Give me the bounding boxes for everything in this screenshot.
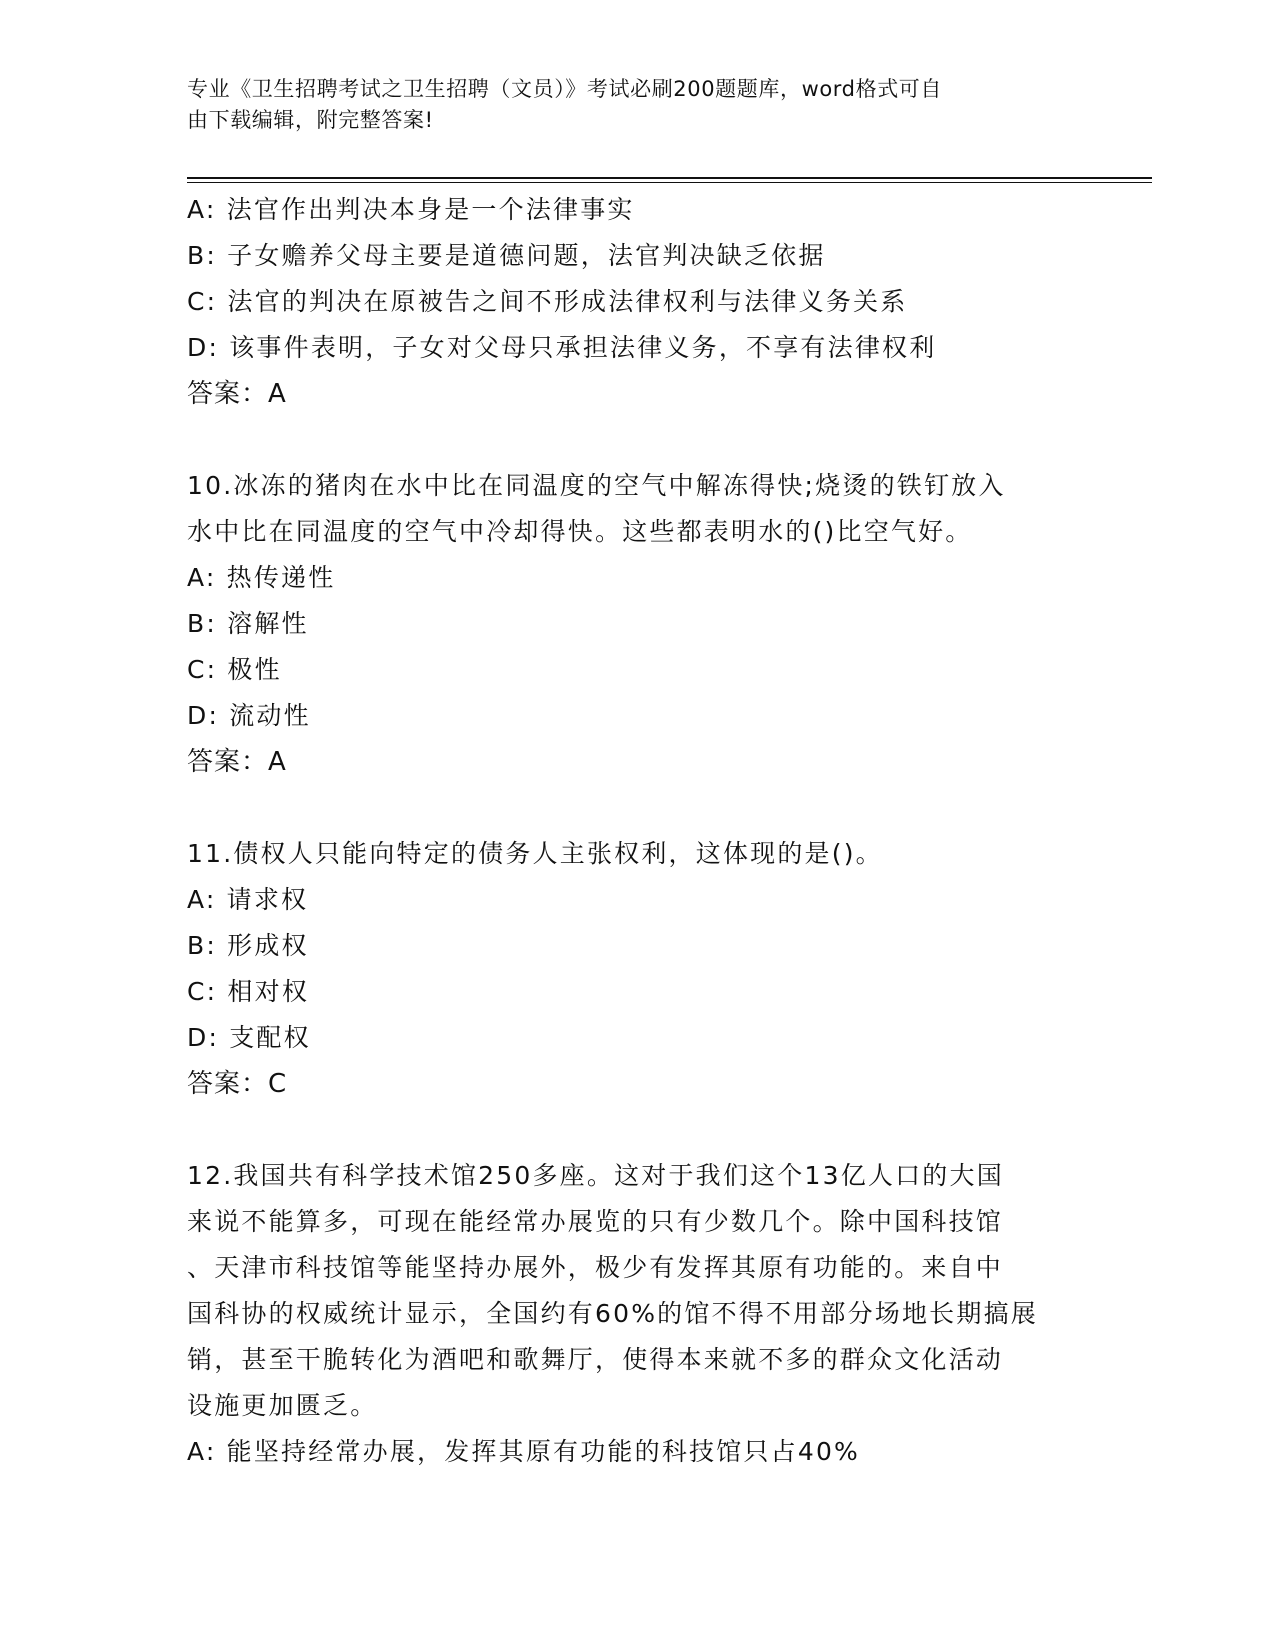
option-b: B: 子女赡养父母主要是道德问题，法官判决缺乏依据 bbox=[187, 241, 826, 270]
answer-line: 答案：C bbox=[187, 1069, 288, 1099]
answer-line: 答案：A bbox=[187, 747, 287, 777]
question-content bbox=[187, 187, 1087, 1475]
question-stem-line: 10.冰冻的猪肉在水中比在同温度的空气中解冻得快;烧烫的铁钉放入 bbox=[187, 471, 1006, 500]
option-a: A: 请求权 bbox=[187, 885, 309, 914]
option-c: C: 相对权 bbox=[187, 977, 310, 1006]
spacer bbox=[187, 785, 1087, 831]
answer-line: 答案：A bbox=[187, 379, 287, 409]
question-12 bbox=[187, 1153, 1087, 1475]
header-line-1: 专业《卫生招聘考试之卫生招聘（文员）》考试必刷200题题库，word格式可自 bbox=[187, 77, 942, 101]
option-c: C: 法官的判决在原被告之间不形成法律权利与法律义务关系 bbox=[187, 287, 908, 316]
option-b: B: 溶解性 bbox=[187, 609, 309, 638]
option-a: A: 法官作出判决本身是一个法律事实 bbox=[187, 195, 635, 224]
option-d: D: 支配权 bbox=[187, 1023, 311, 1052]
option-c: C: 极性 bbox=[187, 655, 282, 684]
header-divider-thin bbox=[187, 182, 1152, 183]
question-stem-line: 、天津市科技馆等能坚持办展外，极少有发挥其原有功能的。来自中 bbox=[187, 1253, 1004, 1282]
spacer bbox=[187, 1107, 1087, 1153]
question-stem-line: 国科协的权威统计显示，全国约有60%的馆不得不用部分场地长期搞展 bbox=[187, 1299, 1038, 1328]
option-a: A: 热传递性 bbox=[187, 563, 336, 592]
option-d: D: 该事件表明，子女对父母只承担法律义务，不享有法律权利 bbox=[187, 333, 937, 362]
question-stem-line: 设施更加匮乏。 bbox=[187, 1391, 378, 1420]
question-10 bbox=[187, 463, 1087, 785]
question-stem-line: 12.我国共有科学技术馆250多座。这对于我们这个13亿人口的大国 bbox=[187, 1161, 1004, 1190]
question-stem-line: 水中比在同温度的空气中冷却得快。这些都表明水的()比空气好。 bbox=[187, 517, 973, 546]
option-d: D: 流动性 bbox=[187, 701, 311, 730]
option-a: A: 能坚持经常办展，发挥其原有功能的科技馆只占40% bbox=[187, 1437, 861, 1466]
option-b: B: 形成权 bbox=[187, 931, 309, 960]
question-9 bbox=[187, 187, 1087, 417]
question-stem-line: 来说不能算多，可现在能经常办展览的只有少数几个。除中国科技馆 bbox=[187, 1207, 1004, 1236]
header-line-2: 由下载编辑，附完整答案! bbox=[187, 108, 434, 132]
header-divider-thick bbox=[187, 177, 1152, 179]
question-11 bbox=[187, 831, 1087, 1107]
question-stem-line: 销，甚至干脆转化为酒吧和歌舞厅，使得本来就不多的群众文化活动 bbox=[187, 1345, 1004, 1374]
spacer bbox=[187, 417, 1087, 463]
document-header bbox=[187, 74, 1067, 136]
question-stem-line: 11.债权人只能向特定的债务人主张权利，这体现的是()。 bbox=[187, 839, 883, 868]
